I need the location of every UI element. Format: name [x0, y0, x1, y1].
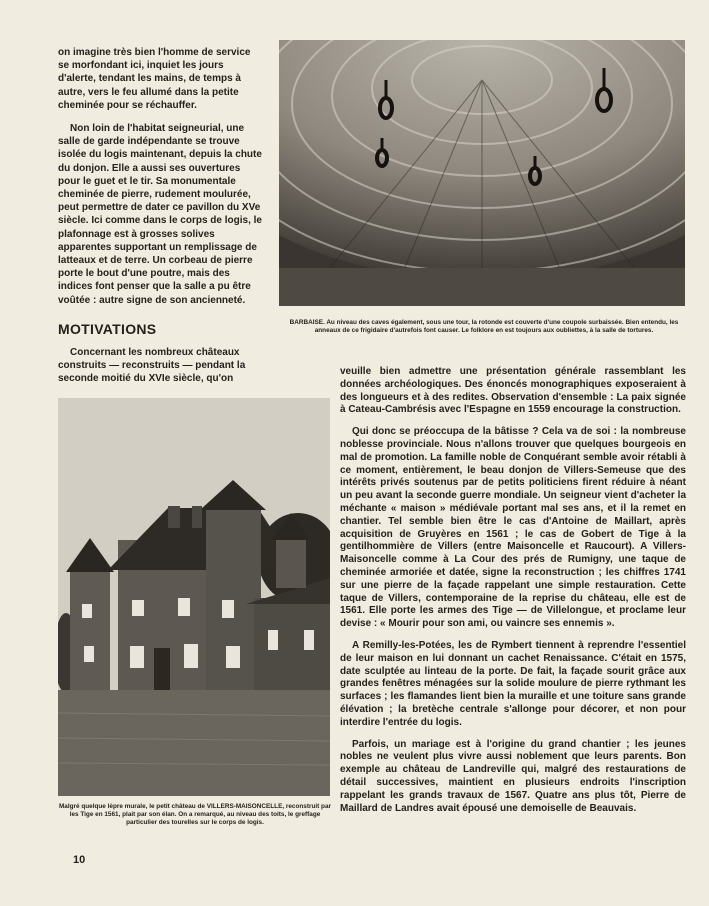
section-heading: MOTIVATIONS	[58, 321, 157, 337]
paragraph: Non loin de l'habitat seigneurial, une salle de garde indépendante se trouve isolée du logis maintenant, depuis la chute du donjon. Elle a aussi ses ouvertures pour le guet et le tir. Sa monumentale cheminée de pierre, rudement moulurée, peut permettre de dater ce pavillon du XVe siècle. Ici comme dans le corps de logis, le plafonnage est à grosses solives apparentes supportant un remplissage de latteaux et de terre. Un corbeau de pierre porte le bout d'une poutre, mais des indices font penser que la salle a pu être voûtée : autre signe de son ancienneté.	[58, 123, 262, 306]
page-number: 10	[73, 854, 86, 866]
paragraph: Parfois, un mariage est à l'origine du grand chantier ; les jeunes nobles ne veulent plus vivre aussi noblement que leurs parents. Bon exemple au château de Landreville qui, malgré des restaurations de détail successives, maintient en plusieurs endroits l'inscription rappelant les grands travaux de 1567. Quatre ans plus tôt, Pierre de Maillard de Landres avait épousé une demoiselle de Beauvais.	[340, 738, 686, 814]
cellar-dome-photo	[279, 40, 685, 306]
right-column	[340, 366, 686, 824]
paragraph: Concernant les nombreux châteaux construits — reconstruits — pendant la seconde moitié du XVIe siècle, qu'on	[58, 347, 246, 385]
paragraph: veuille bien admettre une présentation générale rassemblant les données archéologiques. Des énoncés monographiques exposeraient à des longueurs et à des redites. Observation d'ensemble : La paix signée à Cateau-Cambrésis avec l'Espagne en 1559 encourage la construction.	[340, 366, 686, 416]
left-column-top	[58, 46, 264, 317]
paragraph: A Remilly-les-Potées, les de Rymbert tiennent à reprendre l'essentiel de leur maison en lui donnant un cachet Renaissance. C'était en 1575, date sculptée au linteau de la porte. De fait, la façade sourit grâce aux grandes fenêtres ménagées sur la solide moulure de pierre rythmant les surfaces ; les flamandes lient bien la muraille et une toiture sans grande élévation ; la bretèche centrale s'allonge pour décorer, et non pour interdire l'entrée du logis.	[340, 639, 686, 728]
paragraph: Qui donc se préoccupa de la bâtisse ? Cela va de soi : la nombreuse noblesse provinciale. Nous n'allons trouver que quelques bourgeois en mal de promotion. La famille noble de Conquérant semble avoir rétabli à ce moment, entièrement, le beau donjon de Villers-Semeuse que des intérêts privés soutenus par de petits politiciens firent réduire à néant un peu avant la seconde guerre mondiale. Un seigneur vient d'acheter la méchante « maison » médiévale portant mal ses ans, et il la remet en chantier. Tel semble bien être le cas d'Antoine de Maillart, après acquisition de Gruyères en 1561 ; le cas de Gobert de Tige à la gentilhommière de Villers (entre Maisoncelle et Raucourt). A Villers-Maisoncelle comme à La Cour des prés de Rumigny, une taque de cheminée armoriée et datée, signe la reconstruction ; les chiffres 1741 sur une pierre de la façade rappelant une simple restauration. Cette taque de Villers, contemporaine de la reprise du château, elle est de 1561. Elle porte les armes des Tige — de Villelongue, et proclame leur devise : « Mourir pour son ami, ou vaincre ses ennemis ».	[340, 426, 686, 630]
left-column-mid	[58, 346, 264, 386]
cellar-photo-caption: BARBAISE. Au niveau des caves également, sous une tour, la rotonde est couverte d'une coupole surbaissée. Bien entendu, les anneaux de ce frigidaire d'autrefois font causer. Le folklore en est toujours aux oubliettes, à la salle de tortures.	[289, 319, 679, 334]
castle-photo	[58, 398, 330, 796]
paragraph: on imagine très bien l'homme de service se morfondant ici, inquiet les jours d'alerte, tendant les mains, de temps à autre, vers le feu allumé dans la petite cheminée pour se réchauffer.	[58, 47, 251, 111]
castle-photo-caption: Malgré quelque lèpre murale, le petit château de VILLERS-MAISONCELLE, reconstruit par les Tige en 1561, plait par son élan. On a remarqué, au niveau des toits, le greffage particulier des tourelles sur le corps de logis.	[58, 803, 331, 826]
